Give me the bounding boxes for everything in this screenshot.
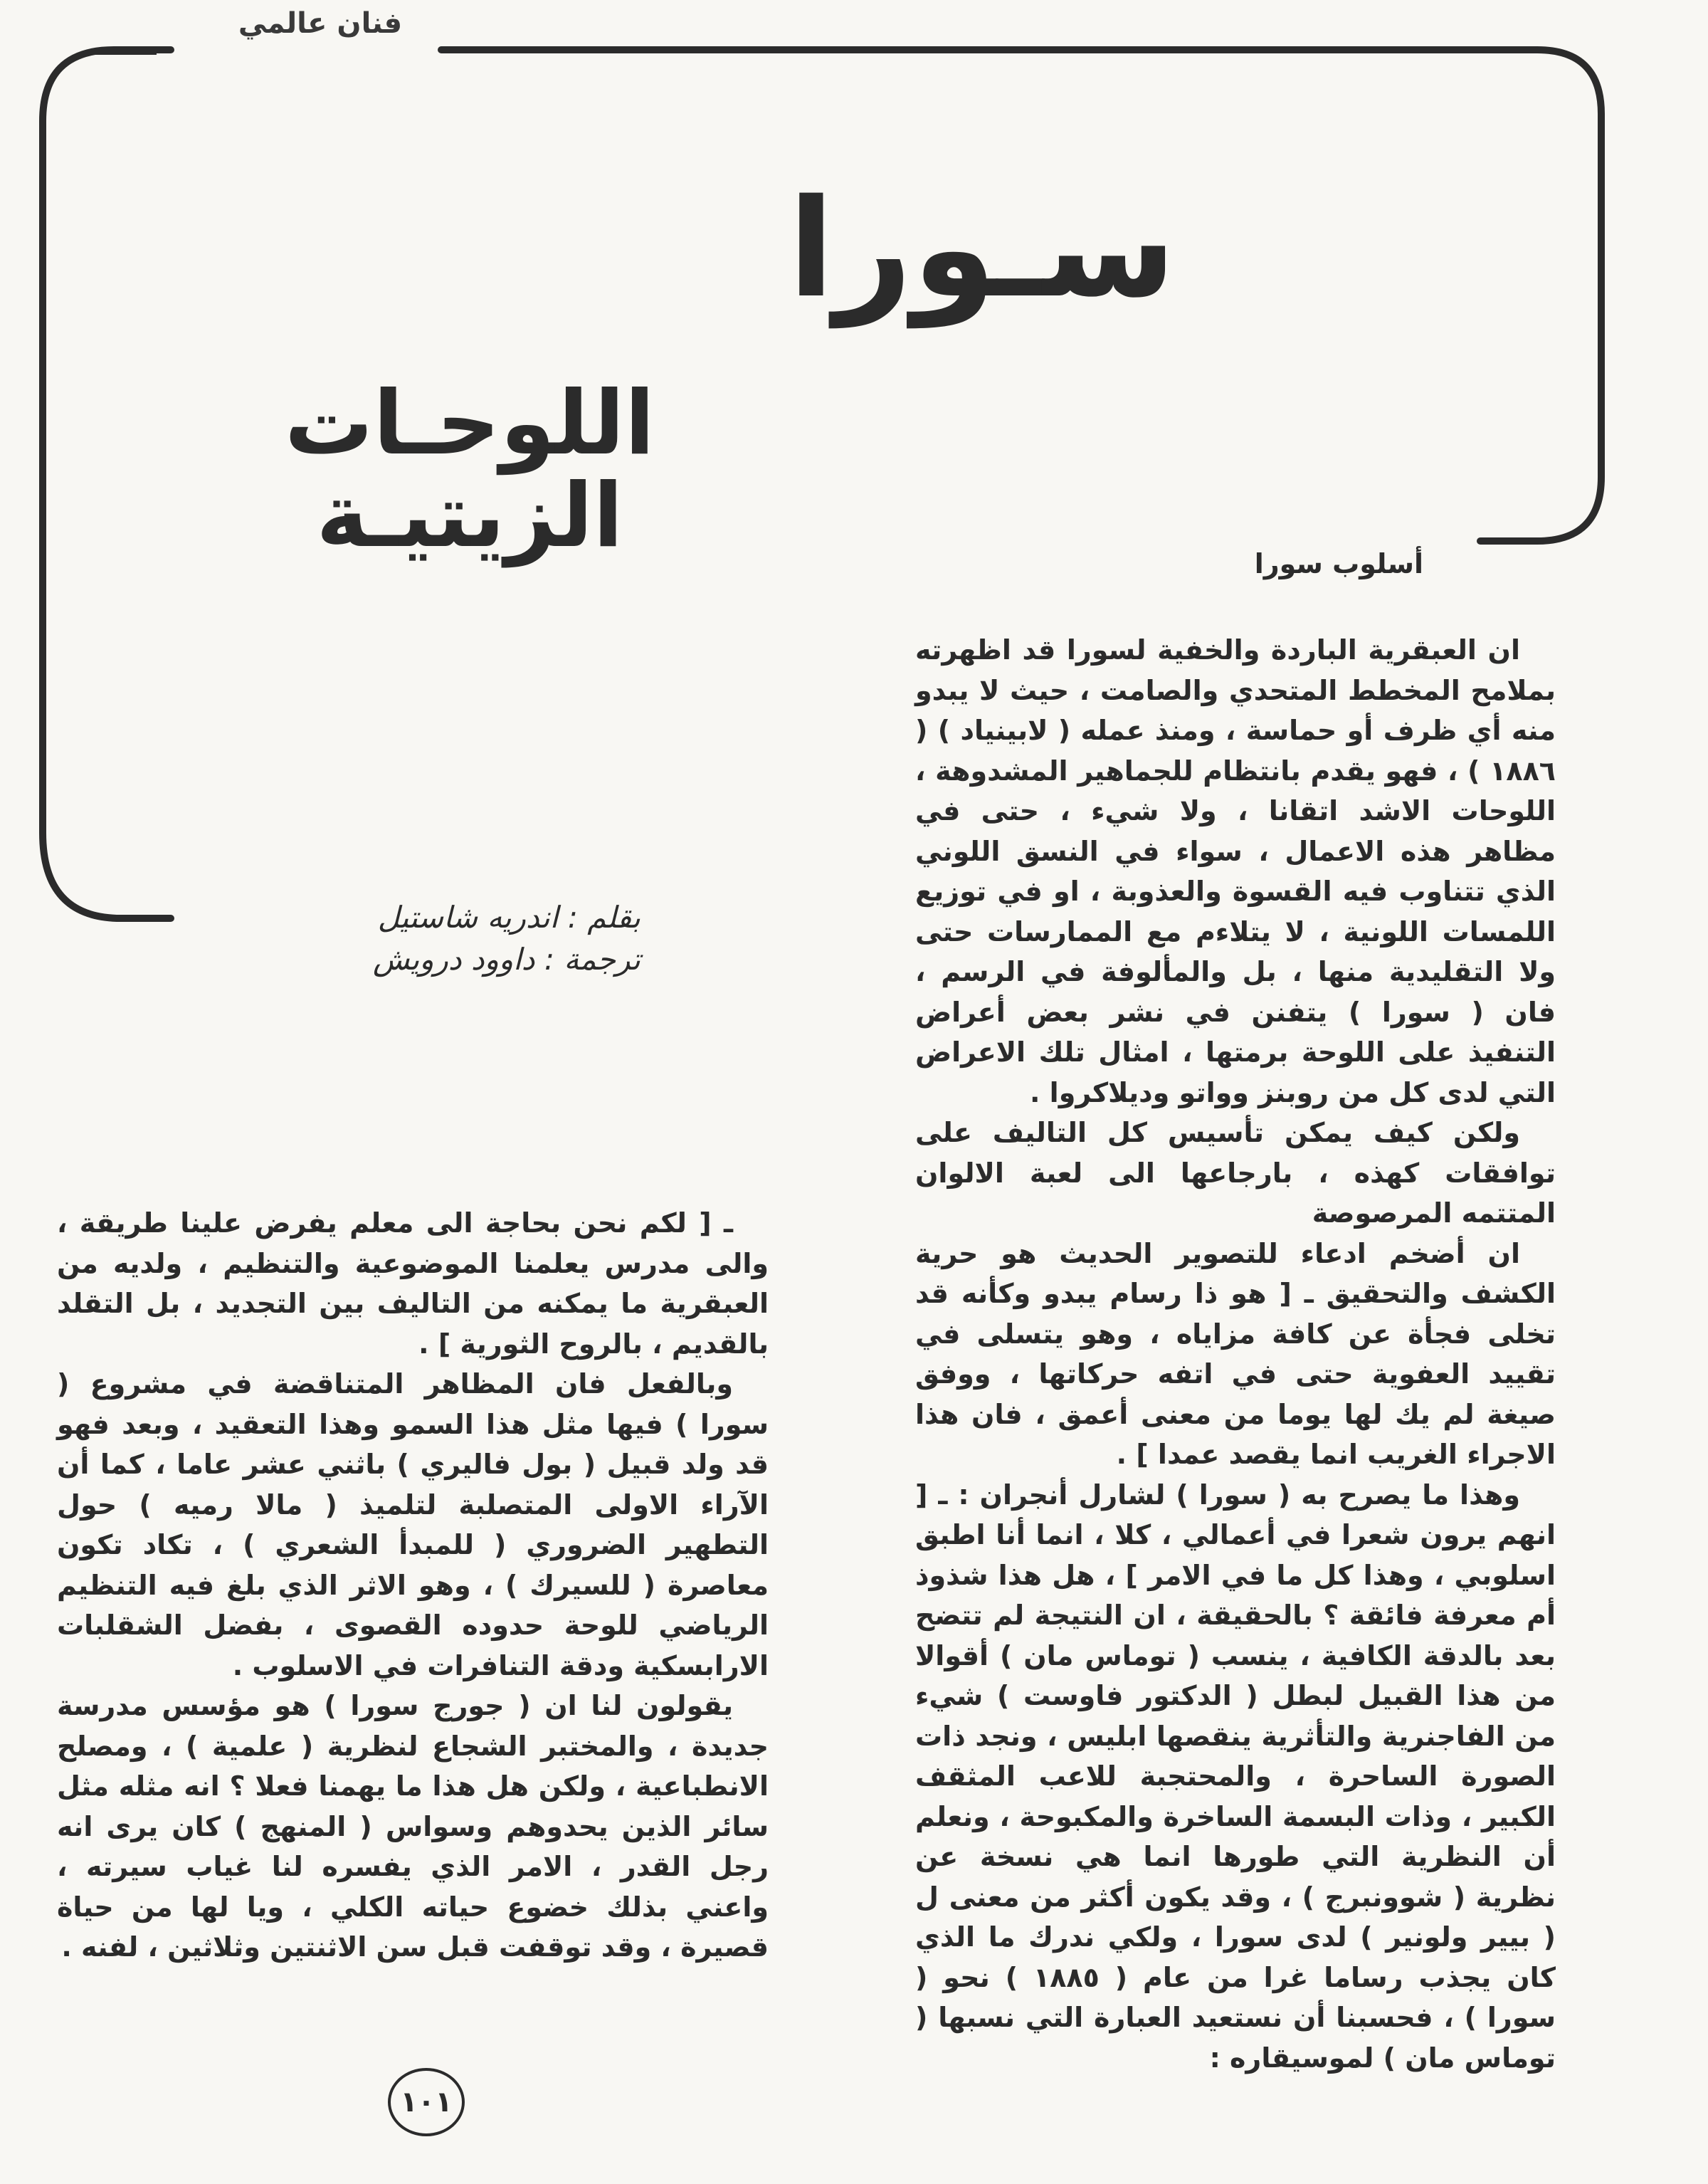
article-title: سـورا bbox=[788, 170, 1176, 327]
running-header: فنان عالمي bbox=[238, 7, 403, 40]
left-text-column bbox=[57, 1203, 769, 2171]
paragraph: يقولون لنا ان ( جورج سورا ) هو مؤسس مدرسة جديدة ، والمختبر الشجاع لنظرية ( علمية ) ، ومصلح الانطباعية ، ولكن هل هذا ما يهمنا فعلا ؟ انه مثله مثل سائر الذين يحدوهم وسواس ( المنهج ) كان يرى انه رجل القدر ، الامر الذي يفسره لنا غياب سيرته ، واعني بذلك خضوع حياته الكلي ، ويا لها من حياة قصيرة ، وقد توقفت قبل سن الاثنتين وثلاثين ، لفنه . bbox=[57, 1690, 769, 1963]
frame-left-bracket bbox=[43, 50, 171, 918]
article-credits bbox=[171, 897, 640, 981]
page-number: ١٠١ bbox=[388, 2068, 465, 2136]
subtitle-line: الزيتيـة bbox=[316, 465, 623, 568]
translator-credit: ترجمة : داوود درويش bbox=[373, 941, 640, 977]
paragraph: ـ [ لكم نحن بحاجة الى معلم يفرض علينا طريقة ، والى مدرس يعلمنا الموضوعية والتنظيم ، ولديه من العبقرية ما يمكنه من التاليف بين التجديد ، بل التقلد بالقديم ، بالروح الثورية ] . bbox=[57, 1207, 769, 1360]
paragraph: ولكن كيف يمكن تأسيس كل التاليف على توافقات كهذه ، بارجاعها الى لعبة الالوان المتتمه المرصوصة bbox=[915, 1117, 1556, 1229]
author-credit: بقلم : اندريه شاستيل bbox=[377, 900, 640, 935]
article-subtitle bbox=[185, 372, 754, 568]
paragraph: وهذا ما يصرح به ( سورا ) لشارل أنجران : ـ [ انهم يرون شعرا في أعمالي ، كلا ، انما أنا اطبق اسلوبي ، وهذا كل ما في الامر ] ، هل هذا شذوذ أم معرفة فائقة ؟ بالحقيقة ، ان النتيجة لم تتضح بعد بالدقة الكافية ، ينسب ( توماس مان ) أقوالا من هذا القبيل لبطل ( الدكتور فاوست ) شيء من الفاجنرية والتأثرية ينقصها ابليس ، ونجد ذات الصورة الساحرة ، والمحتجبة للاعب المثقف الكبير ، وذات البسمة الساخرة والمكبوحة ، ونعلم أن النظرية التي طورها انما هي نسخة عن نظرية ( شوونبرج ) ، وقد يكون أكثر من معنى ل ( بيير ولونير ) لدى سورا ، ولكي ندرك ما الذي كان يجذب رساما غرا من عام ( ١٨٨٥ ) نحو ( سورا ) ، فحسبنا أن نستعيد العبارة التي نسبها ( توماس مان ) لموسيقاره : bbox=[915, 1479, 1556, 2074]
paragraph: ان العبقرية الباردة والخفية لسورا قد اظهرته بملامح المخطط المتحدي والصامت ، حيث لا يبدو منه أي ظرف أو حماسة ، ومنذ عمله ( لابينياد ) ( ١٨٨٦ ) ، فهو يقدم بانتظام للجماهير المشدوهة ، اللوحات الاشد اتقانا ، ولا شيء ، حتى في مظاهر هذه الاعمال ، سواء في النسق اللوني الذي تتناوب فيه القسوة والعذوبة ، او في توزيع اللمسات اللونية ، لا يتلاءم مع الممارسات حتى ولا التقليدية منها ، بل والمألوفة في الرسم ، فان ( سورا ) يتفنن في نشر بعض أعراض التنفيذ على اللوحة برمتها ، امثال تلك الاعراض التي لدى كل من روبنز وواتو وديلاكروا . bbox=[915, 634, 1556, 1108]
right-text-column bbox=[915, 630, 1556, 2093]
paragraph: ان أضخم ادعاء للتصوير الحديث هو حرية الكشف والتحقيق ـ [ هو ذا رسام يبدو وكأنه قد تخلى فجأة عن كافة مزاياه ، وهو يتسلى في تقييد العفوية حتى في اتفه حركاتها ، ووفق صيغة لم يك لها يوما من معنى أعمق ، فان هذا الاجراء الغريب انما يقصد عمدا ] . bbox=[915, 1237, 1556, 1470]
paragraph: وبالفعل فان المظاهر المتناقضة في مشروع ( سورا ) فيها مثل هذا السمو وهذا التعقيد ، وبعد فهو قد ولد قبيل ( بول فاليري ) باثني عشر عاما ، كما أن الآراء الاولى المتصلبة لتلميذ ( مالا رميه ) حول التطهير الضروري ( للمبدأ الشعري ) ، تكاد تكون معاصرة ( للسيرك ) ، وهو الاثر الذي بلغ فيه التنظيم الرياضي للوحة حدوده القصوى ، بفضل الشقلبات الارابسكية ودقة التنافرات في الاسلوب . bbox=[57, 1368, 769, 1681]
subtitle-line: اللوحـات bbox=[284, 372, 655, 475]
section-heading: أسلوب سورا bbox=[1254, 548, 1423, 579]
